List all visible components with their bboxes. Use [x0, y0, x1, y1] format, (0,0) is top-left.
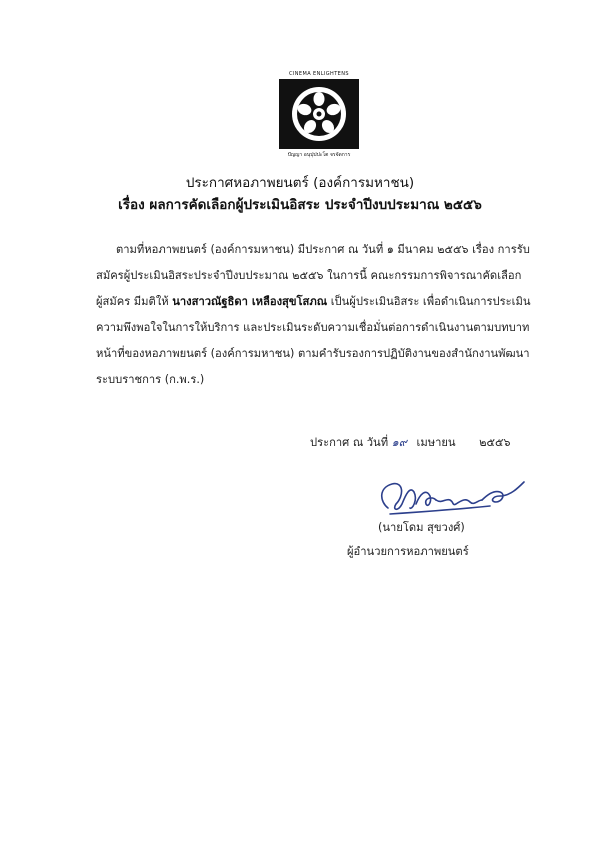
handwritten-signature: [370, 474, 530, 520]
document-subject: เรื่อง ผลการคัดเลือกผู้ประเมินอิสระ ประจำปีงบประมาณ ๒๕๕๖: [118, 197, 482, 213]
body-line-5: หน้าที่ของหอภาพยนตร์ (องค์การมหาชน) ตามคำรับรองการปฏิบัติงานของสำนักงานพัฒนา: [96, 347, 530, 360]
body-line-3-end: เป็นผู้ประเมินอิสระ เพื่อดำเนินการประเมิน: [327, 295, 531, 308]
body-line-4: ความพึงพอใจในการให้บริการ และประเมินระดับความเชื่อมั่นต่อการดำเนินงานตามบทบาท: [96, 321, 530, 334]
date-month: เมษายน: [416, 436, 456, 449]
date-prefix: ประกาศ ณ วันที่: [310, 436, 389, 449]
date-year: ๒๕๕๖: [479, 436, 511, 449]
body-line-2: สมัครผู้ประเมินอิสระประจำปีงบประมาณ ๒๕๕๖ ในการนี้ คณะกรรมการพิจารณาคัดเลือก: [96, 269, 522, 282]
body-line-3-start: ผู้สมัคร มีมติให้: [96, 295, 173, 308]
logo-caption-top: CINEMA ENLIGHTENS: [289, 71, 349, 77]
announcement-date: [310, 433, 511, 451]
logo-caption-bottom: ปัญญา อนุปุปปะโต จรจัดการ: [287, 152, 351, 158]
signer-name: (นายโดม สุขวงศ์): [378, 521, 465, 534]
document-title: ประกาศหอภาพยนตร์ (องค์การมหาชน): [185, 175, 415, 191]
body-line-6: ระบบราชการ (ก.พ.ร.): [96, 373, 205, 386]
body-line-1: ตามที่หอภาพยนตร์ (องค์การมหาชน) มีประกาศ ณ วันที่ ๑ มีนาคม ๒๕๕๖ เรื่อง การรับ: [116, 243, 530, 256]
appointee-name: นางสาวณัฐธิดา เหลืองสุขโสภณ: [172, 295, 328, 308]
film-reel-icon: [279, 79, 359, 149]
date-day: ๑๙: [391, 436, 407, 449]
film-archive-logo: [279, 71, 359, 159]
signer-title: ผู้อำนวยการหอภาพยนตร์: [347, 545, 469, 558]
body-line-3: [96, 292, 551, 310]
